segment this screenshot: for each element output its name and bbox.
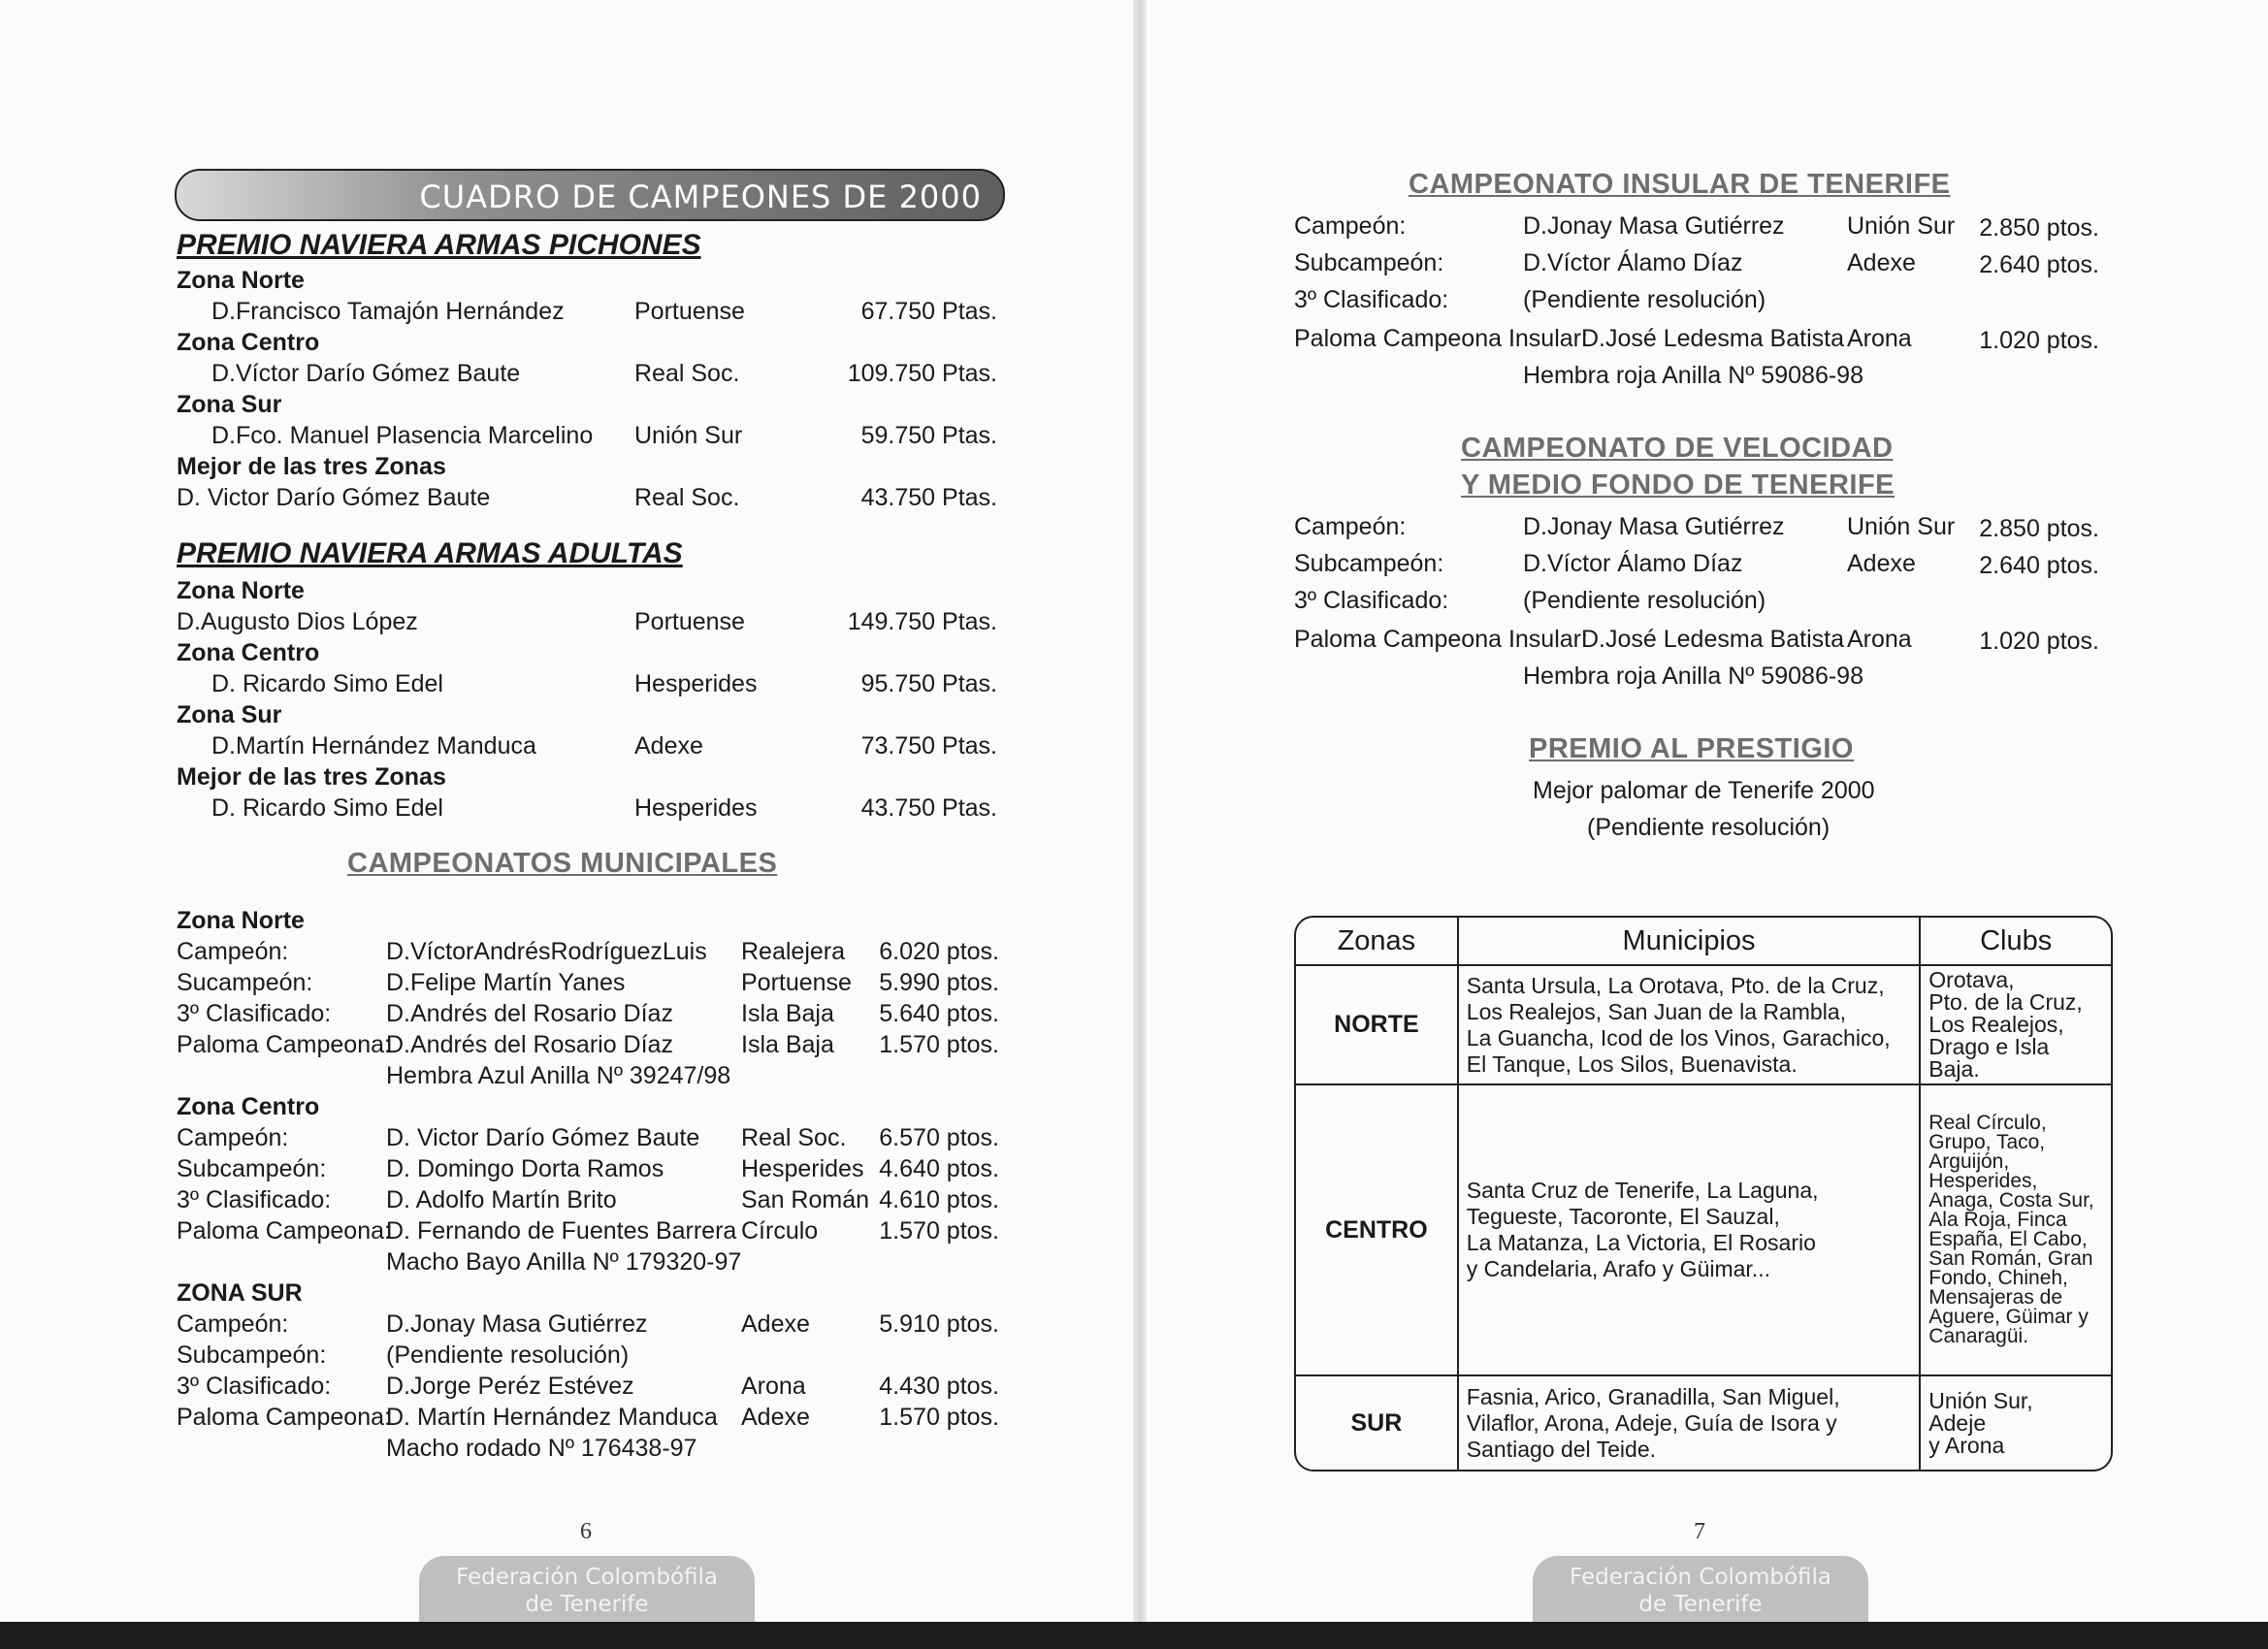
zones-table-header	[1296, 918, 2111, 966]
winner-name: D.Jonay Masa Gutiérrez	[1523, 513, 1785, 540]
club-line: Canaragüi.	[1928, 1325, 2029, 1347]
prize-amount: 43.750 Ptas.	[860, 794, 997, 822]
zone-heading: Zona Sur	[177, 391, 282, 418]
prestigio-line1: Mejor palomar de Tenerife 2000	[1533, 777, 1875, 804]
points: 4.430 ptos.	[879, 1373, 999, 1400]
paloma-club: Arona	[1847, 325, 1912, 352]
position-label: Paloma Campeona:	[177, 1031, 391, 1058]
position-label: Paloma Campeona:	[177, 1217, 391, 1245]
club-line: San Román, Gran	[1928, 1247, 2093, 1270]
footer-line1: Federación Colombófila	[455, 1565, 719, 1590]
winner-name: D. Domingo Dorta Ramos	[386, 1155, 664, 1182]
position-label: 3º Clasificado:	[1294, 286, 1449, 313]
winner-name: D.Jorge Peréz Estévez	[386, 1373, 634, 1400]
position-label: Sucampeón:	[177, 969, 313, 996]
header-municipios: Municipios	[1459, 918, 1922, 966]
club-line: España, El Cabo,	[1928, 1228, 2088, 1250]
winner-name: D. Ricardo Simo Edel	[211, 670, 443, 697]
adultas-title: PREMIO NAVIERA ARMAS ADULTAS	[177, 537, 683, 569]
club-line: Pto. de la Cruz,	[1928, 989, 2083, 1015]
prestigio-title: PREMIO AL PRESTIGIO	[1529, 733, 1854, 764]
winner-name: D.Fco. Manuel Plasencia Marcelino	[211, 422, 594, 449]
club-line: Fondo, Chineh,	[1928, 1267, 2068, 1289]
position-label: 3º Clasificado:	[177, 1000, 332, 1027]
municipios-cell	[1459, 966, 1922, 1085]
club-line: Unión Sur,	[1928, 1387, 2033, 1413]
club-name: Adexe	[1847, 550, 1916, 577]
municipio-line: y Candelaria, Arafo y Güimar...	[1466, 1256, 1770, 1281]
points: 1.570 ptos.	[879, 1031, 999, 1058]
banner-title: CUADRO DE CAMPEONES DE 2000	[419, 178, 982, 215]
club-name: Portuense	[634, 298, 745, 325]
club-name: Isla Baja	[741, 1031, 834, 1058]
position-label: 3º Clasificado:	[177, 1373, 332, 1400]
zones-table	[1294, 916, 2113, 1471]
zone-heading: Zona Sur	[177, 701, 282, 728]
municipios-cell	[1459, 1085, 1922, 1376]
points: 4.610 ptos.	[879, 1186, 999, 1213]
municipio-line: El Tanque, Los Silos, Buenavista.	[1466, 1051, 1798, 1077]
position-label: Subcampeón:	[1294, 550, 1444, 577]
page-number-right: 7	[1694, 1519, 1705, 1544]
club-name: Adexe	[741, 1310, 810, 1338]
club-line: Orotava,	[1928, 967, 2015, 992]
table-row	[1296, 966, 2111, 1085]
ring-number: Hembra Azul Anilla Nº 39247/98	[386, 1062, 731, 1089]
club-name: Arona	[741, 1373, 806, 1400]
ring-number: Macho rodado Nº 176438-97	[386, 1435, 697, 1462]
position-label: Subcampeón:	[177, 1155, 327, 1182]
zone-heading: Zona Norte	[177, 267, 305, 294]
footer-left	[419, 1556, 755, 1624]
position-label: Campeón:	[177, 1310, 289, 1338]
club-line: Grupo, Taco,	[1928, 1131, 2046, 1153]
zone-heading: Zona Norte	[177, 577, 305, 604]
paloma-name: D.José Ledesma Batista	[1581, 325, 1844, 352]
zone-heading: Mejor de las tres Zonas	[177, 763, 446, 791]
club-name: Hesperides	[634, 670, 758, 697]
club-name: Círculo	[741, 1217, 819, 1245]
ring-number: Hembra roja Anilla Nº 59086-98	[1523, 362, 1863, 389]
page-number-left: 6	[580, 1519, 592, 1544]
municipio-line: Tegueste, Tacoronte, El Sauzal,	[1466, 1204, 1780, 1229]
club-name: Portuense	[634, 608, 745, 635]
prestigio-line2: (Pendiente resolución)	[1587, 814, 1831, 841]
points: 6.020 ptos.	[879, 938, 999, 965]
position-label: 3º Clasificado:	[1294, 587, 1449, 614]
footer-line2: de Tenerife	[525, 1592, 649, 1617]
footer-right	[1533, 1556, 1868, 1624]
paloma-name: D.José Ledesma Batista	[1581, 626, 1844, 653]
municipio-line: Santiago del Teide.	[1466, 1436, 1657, 1462]
prize-amount: 59.750 Ptas.	[860, 422, 997, 449]
zone-heading: Zona Centro	[177, 1093, 320, 1120]
club-line: Hesperides,	[1928, 1170, 2038, 1192]
position-label: Paloma Campeona:	[177, 1404, 391, 1431]
winner-name: D.Martín Hernández Manduca	[211, 732, 536, 760]
club-name: Adexe	[634, 732, 703, 760]
club-line: y Arona	[1928, 1432, 2005, 1458]
municipios-cell	[1459, 1376, 1922, 1470]
municipales-title: CAMPEONATOS MUNICIPALES	[347, 848, 778, 879]
club-line: Mensajeras de	[1928, 1286, 2063, 1309]
municipio-line: Santa Ursula, La Orotava, Pto. de la Cruz,	[1466, 972, 1885, 998]
table-row	[1296, 1085, 2111, 1376]
club-line: Adeje	[1928, 1409, 1987, 1436]
club-name: Adexe	[741, 1404, 810, 1431]
winner-name: D. Adolfo Martín Brito	[386, 1186, 617, 1213]
prize-amount: 109.750 Ptas.	[847, 360, 997, 387]
book-gutter	[1133, 0, 1147, 1630]
zone-heading: Zona Norte	[177, 907, 305, 934]
club-line: Arguijón,	[1928, 1150, 2010, 1173]
points: 2.850 ptos.	[1979, 515, 2099, 542]
club-name: Hesperides	[634, 794, 758, 822]
header-clubs: Clubs	[1921, 918, 2111, 966]
points: 6.570 ptos.	[879, 1124, 999, 1151]
paloma-label: Paloma Campeona Insular:	[1294, 626, 1588, 653]
club-name: Isla Baja	[741, 1000, 834, 1027]
zone-heading: Mejor de las tres Zonas	[177, 453, 446, 480]
municipio-line: Vilaflor, Arona, Adeje, Guía de Isora y	[1466, 1409, 1837, 1436]
winner-name: D.Jonay Masa Gutiérrez	[386, 1310, 648, 1338]
club-name: Portuense	[741, 969, 852, 996]
club-name: Real Soc.	[634, 360, 740, 387]
winner-name: D. Victor Darío Gómez Baute	[386, 1124, 700, 1151]
club-name: Real Soc.	[634, 484, 740, 511]
club-name: San Román	[741, 1186, 870, 1213]
points: 2.640 ptos.	[1979, 552, 2099, 579]
zone-heading: Zona Centro	[177, 329, 320, 356]
winner-name: D.Andrés del Rosario Díaz	[386, 1000, 673, 1027]
velocidad-title-line1: CAMPEONATO DE VELOCIDAD	[1461, 433, 1894, 464]
position-label: Campeón:	[177, 1124, 289, 1151]
prize-amount: 67.750 Ptas.	[860, 298, 997, 325]
points: 1.570 ptos.	[879, 1404, 999, 1431]
winner-name: D. Victor Darío Gómez Baute	[177, 484, 491, 511]
champions-banner	[175, 169, 1005, 221]
points: 4.640 ptos.	[879, 1155, 999, 1182]
zone-heading: ZONA SUR	[177, 1279, 303, 1307]
position-label: Campeón:	[1294, 212, 1407, 240]
position-label: 3º Clasificado:	[177, 1186, 332, 1213]
club-name: Unión Sur	[1847, 212, 1956, 240]
club-name: Hesperides	[741, 1155, 864, 1182]
club-line: Los Realejos,	[1928, 1012, 2064, 1037]
points: 1.570 ptos.	[879, 1217, 999, 1245]
winner-name: D.Jonay Masa Gutiérrez	[1523, 212, 1785, 240]
paloma-label: Paloma Campeona Insular:	[1294, 325, 1588, 352]
municipio-line: Santa Cruz de Tenerife, La Laguna,	[1466, 1178, 1819, 1203]
scanner-edge	[0, 1622, 2268, 1649]
ring-number: Hembra roja Anilla Nº 59086-98	[1523, 663, 1863, 690]
prize-amount: 149.750 Ptas.	[847, 608, 997, 635]
winner-name: D.Andrés del Rosario Díaz	[386, 1031, 673, 1058]
winner-name: D.Víctor Darío Gómez Baute	[211, 360, 521, 387]
paloma-points: 1.020 ptos.	[1979, 327, 2099, 354]
prize-amount: 73.750 Ptas.	[860, 732, 997, 760]
winner-name: D. Fernando de Fuentes Barrera	[386, 1217, 737, 1245]
clubs-cell	[1921, 1376, 2111, 1470]
municipio-line: La Guancha, Icod de los Vinos, Garachico,	[1466, 1024, 1891, 1051]
winner-name: D. Martín Hernández Manduca	[386, 1404, 718, 1431]
position-label: Campeón:	[177, 938, 289, 965]
winner-name: D.Francisco Tamajón Hernández	[211, 298, 565, 325]
clubs-cell	[1921, 1085, 2111, 1376]
winner-name: D.Víctor Álamo Díaz	[1523, 249, 1743, 276]
club-line: Real Círculo,	[1928, 1112, 2047, 1134]
municipio-line: La Matanza, La Victoria, El Rosario	[1466, 1230, 1816, 1255]
club-name: Unión Sur	[1847, 513, 1956, 540]
zone-cell: NORTE	[1296, 966, 1459, 1085]
position-label: Subcampeón:	[177, 1342, 327, 1369]
club-line: Anaga, Costa Sur,	[1928, 1189, 2094, 1212]
ring-number: Macho Bayo Anilla Nº 179320-97	[386, 1248, 742, 1276]
footer-line1: Federación Colombófila	[1569, 1565, 1832, 1590]
insular-title: CAMPEONATO INSULAR DE TENERIFE	[1409, 169, 1951, 200]
winner-name: D. Ricardo Simo Edel	[211, 794, 443, 822]
winner-name: D.Víctor Álamo Díaz	[1523, 550, 1743, 577]
clubs-cell	[1921, 966, 2111, 1085]
zone-heading: Zona Centro	[177, 639, 320, 666]
club-line: Drago e Isla Baja.	[1928, 1034, 2050, 1082]
winner-name: D.Felipe Martín Yanes	[386, 969, 626, 996]
winner-name: (Pendiente resolución)	[1523, 587, 1766, 614]
pichones-title: PREMIO NAVIERA ARMAS PICHONES	[177, 229, 701, 261]
paloma-points: 1.020 ptos.	[1979, 628, 2099, 655]
position-label: Subcampeón:	[1294, 249, 1444, 276]
prize-amount: 95.750 Ptas.	[860, 670, 997, 697]
club-name: Real Soc.	[741, 1124, 847, 1151]
zone-cell: SUR	[1296, 1376, 1459, 1470]
points: 2.640 ptos.	[1979, 251, 2099, 278]
points: 2.850 ptos.	[1979, 214, 2099, 242]
points: 5.640 ptos.	[879, 1000, 999, 1027]
club-line: Aguere, Güimar y	[1928, 1306, 2089, 1328]
prize-amount: 43.750 Ptas.	[860, 484, 997, 511]
club-name: Unión Sur	[634, 422, 743, 449]
table-row	[1296, 1376, 2111, 1470]
position-label: Campeón:	[1294, 513, 1407, 540]
zone-cell: CENTRO	[1296, 1085, 1459, 1376]
footer-line2: de Tenerife	[1638, 1592, 1763, 1617]
winner-name: (Pendiente resolución)	[1523, 286, 1766, 313]
header-zonas: Zonas	[1296, 918, 1459, 966]
club-line: Ala Roja, Finca	[1928, 1209, 2067, 1231]
points: 5.990 ptos.	[879, 969, 999, 996]
winner-name: D.VíctorAndrésRodríguezLuis	[386, 938, 707, 965]
winner-name: (Pendiente resolución)	[386, 1342, 630, 1369]
paloma-club: Arona	[1847, 626, 1912, 653]
club-name: Realejera	[741, 938, 846, 965]
points: 5.910 ptos.	[879, 1310, 999, 1338]
velocidad-title-line2: Y MEDIO FONDO DE TENERIFE	[1461, 469, 1895, 501]
municipio-line: Los Realejos, San Juan de la Rambla,	[1466, 998, 1847, 1024]
winner-name: D.Augusto Dios López	[177, 608, 418, 635]
municipio-line: Fasnia, Arico, Granadilla, San Miguel,	[1466, 1383, 1840, 1409]
club-name: Adexe	[1847, 249, 1916, 276]
